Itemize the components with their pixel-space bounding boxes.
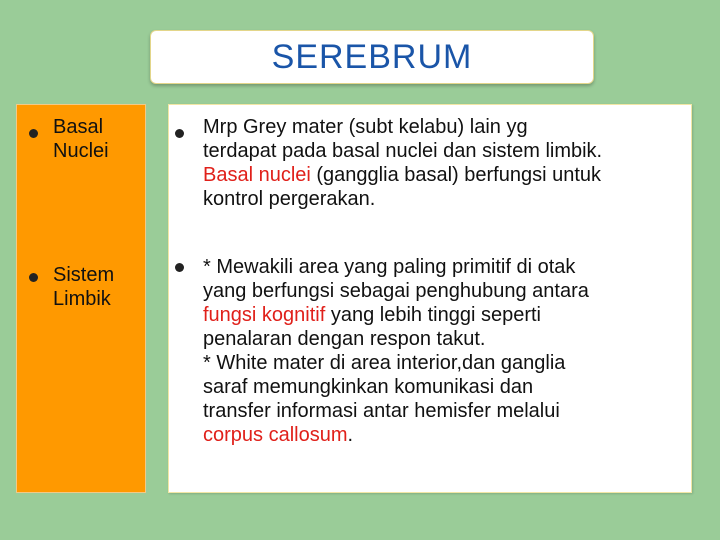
- left-item-basal-nuclei: [53, 115, 109, 163]
- bullet-icon: [175, 129, 184, 138]
- text-line: terdapat pada basal nuclei dan sistem limbik.: [203, 140, 603, 162]
- bullet-icon: [175, 263, 184, 272]
- highlight-term: corpus callosum: [203, 424, 348, 446]
- text-segment: yang lebih tinggi seperti: [325, 304, 541, 326]
- text-line: yang berfungsi sebagai penghubung antara: [203, 280, 589, 302]
- right-item-sistem-limbik: [203, 255, 589, 447]
- highlight-term: Basal nuclei: [203, 164, 311, 186]
- left-item-line: Basal: [53, 116, 104, 138]
- right-item-basal-nuclei: [203, 115, 602, 211]
- text-line: [203, 163, 602, 187]
- text-line: * Mewakili area yang paling primitif di otak: [203, 256, 576, 278]
- left-panel: [16, 104, 146, 493]
- text-line: saraf memungkinkan komunikasi dan: [203, 376, 534, 398]
- text-segment: .: [347, 424, 354, 446]
- left-item-line: Limbik: [53, 288, 111, 310]
- text-line: [203, 423, 589, 447]
- left-item-sistem-limbik: [53, 263, 114, 311]
- right-panel: [168, 104, 692, 493]
- text-segment: (gangglia basal) berfungsi untuk: [310, 164, 602, 186]
- title-box: [150, 30, 594, 84]
- text-line: [203, 303, 589, 327]
- highlight-term: fungsi kognitif: [203, 304, 326, 326]
- text-line: * White mater di area interior,dan ganglia: [203, 352, 566, 374]
- slide-title: SEREBRUM: [271, 37, 473, 76]
- left-item-line: Nuclei: [53, 140, 109, 162]
- text-line: kontrol pergerakan.: [203, 188, 376, 210]
- bullet-icon: [29, 129, 38, 138]
- text-line: transfer informasi antar hemisfer melalui: [203, 400, 560, 422]
- text-line: penalaran dengan respon takut.: [203, 328, 486, 350]
- bullet-icon: [29, 273, 38, 282]
- text-line: Mrp Grey mater (subt kelabu) lain yg: [203, 116, 528, 138]
- left-item-line: Sistem: [53, 264, 115, 286]
